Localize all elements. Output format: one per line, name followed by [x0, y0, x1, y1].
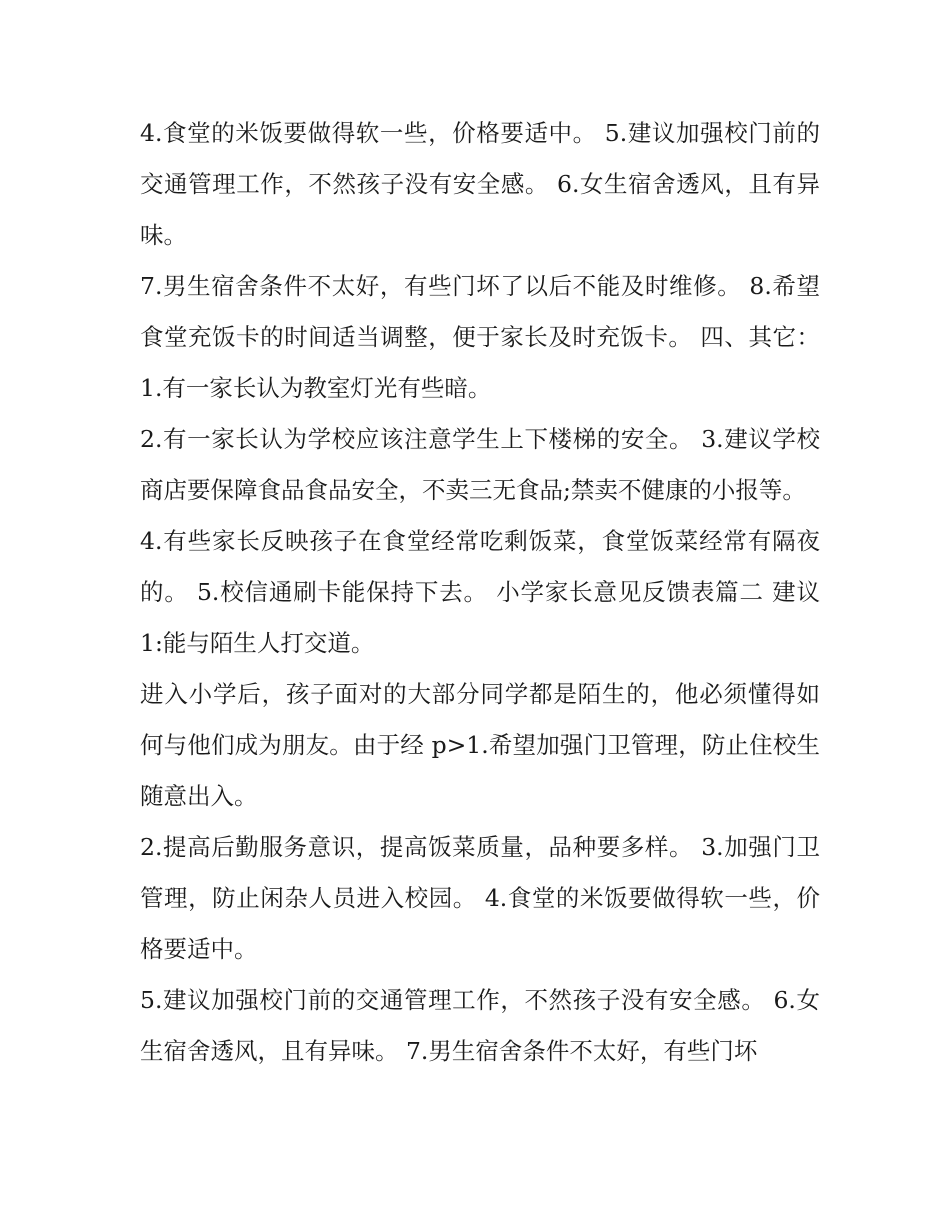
paragraph-5: 进入小学后，孩子面对的大部分同学都是陌生的，他必须懂得如何与他们成为朋友。由于经 p>1.希望加强门卫管理，防止住校生随意出入。	[140, 680, 820, 810]
paragraph-1: 4.食堂的米饭要做得软一些，价格要适中。 5.建议加强校门前的交通管理工作，不然孩子没有安全感。 6.女生宿舍透风，且有异味。	[140, 119, 820, 249]
document-body	[140, 108, 820, 1077]
paragraph-7: 5.建议加强校门前的交通管理工作，不然孩子没有安全感。 6.女生宿舍透风，且有异味。 7.男生宿舍条件不太好，有些门坏	[140, 986, 820, 1065]
paragraph-3: 2.有一家长认为学校应该注意学生上下楼梯的安全。 3.建议学校商店要保障食品食品安全，不卖三无食品;禁卖不健康的小报等。	[140, 425, 820, 504]
paragraph-6: 2.提高后勤服务意识，提高饭菜质量，品种要多样。 3.加强门卫管理，防止闲杂人员进入校园。 4.食堂的米饭要做得软一些，价格要适中。	[140, 833, 820, 963]
paragraph-2: 7.男生宿舍条件不太好，有些门坏了以后不能及时维修。 8.希望食堂充饭卡的时间适当调整，便于家长及时充饭卡。 四、其它： 1.有一家长认为教室灯光有些暗。	[140, 272, 820, 402]
paragraph-4: 4.有些家长反映孩子在食堂经常吃剩饭菜，食堂饭菜经常有隔夜的。 5.校信通刷卡能保持下去。 小学家长意见反馈表篇二 建议 1:能与陌生人打交道。	[140, 527, 820, 657]
